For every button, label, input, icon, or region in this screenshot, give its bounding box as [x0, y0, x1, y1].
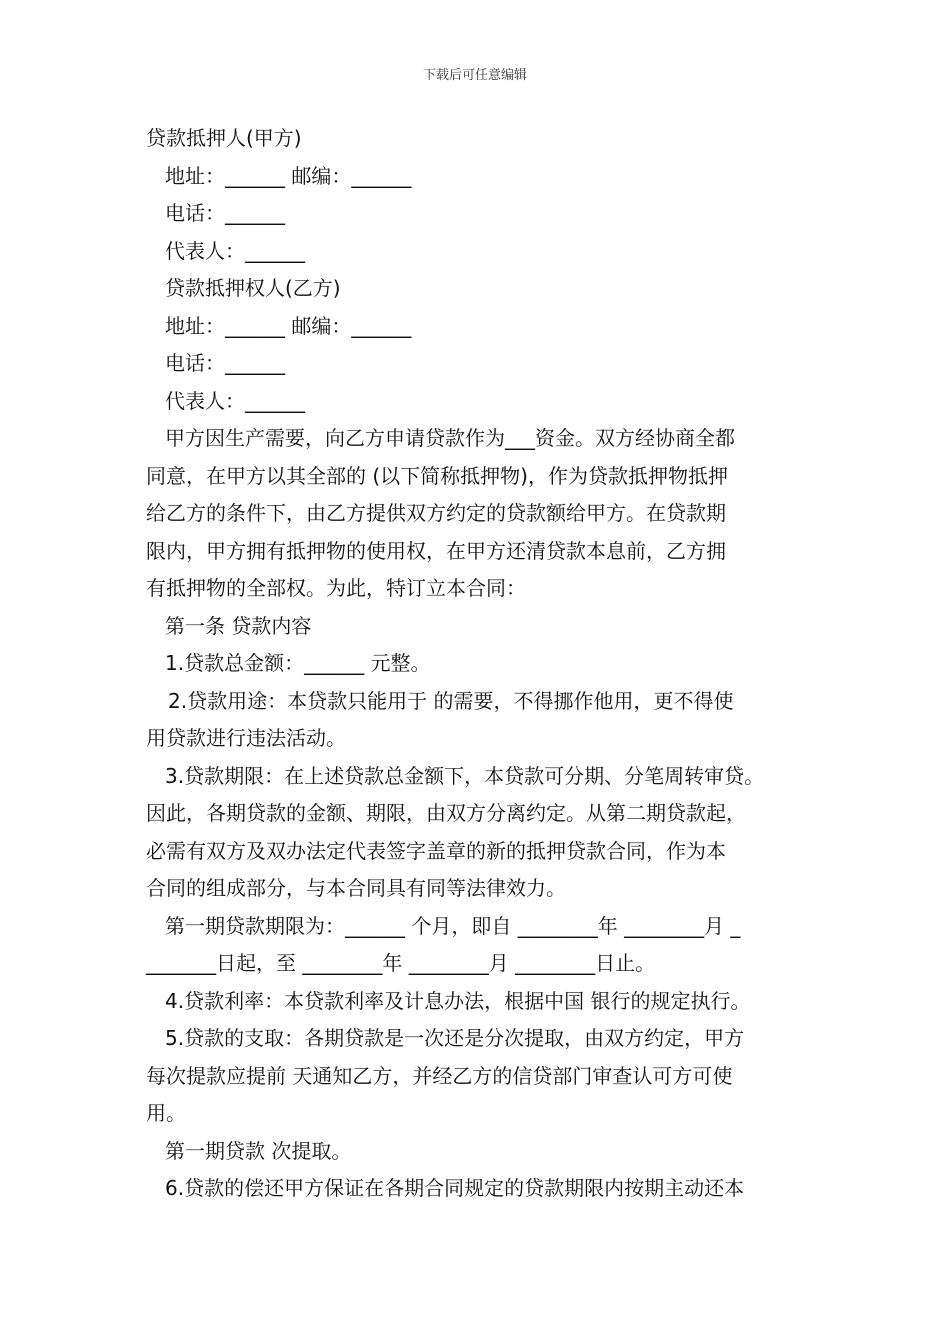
mortgagee-title: 贷款抵押权人(乙方) [165, 276, 341, 300]
page-header: 下载后可任意编辑 [422, 68, 527, 83]
first-draw-line: 第一期贷款 次提取。 [165, 1138, 352, 1163]
clause-2-line-1: 2.贷款用途：本贷款只能用于 的需要，不得挪作他用，更不得使 [168, 688, 734, 713]
intro-line-5: 有抵押物的全部权。为此，特订立本合同： [146, 576, 526, 600]
article-1-title: 第一条 贷款内容 [165, 613, 312, 638]
clause-3-line-2: 因此，各期贷款的金额、期限，由双方分离约定。从第二期贷款起， [146, 801, 746, 825]
mortgagor-title: 贷款抵押人(甲方) [146, 126, 302, 150]
intro-line-4: 限内，甲方拥有抵押物的使用权，在甲方还清贷款本息前，乙方拥 [146, 538, 726, 563]
mortgagee-address-line: 地址：______ 邮编：______ [165, 313, 412, 338]
mortgagor-representative-line: 代表人：______ [165, 238, 305, 263]
first-term-line-1: 第一期贷款期限为：______ 个月，即自 ________年 ________月 _ [165, 913, 741, 938]
mortgagor-address-line: 地址：______ 邮编：______ [165, 163, 412, 188]
clause-6-repayment: 6.贷款的偿还甲方保证在各期合同规定的贷款期限内按期主动还本 [165, 1176, 745, 1200]
clause-3-line-3: 必需有双方及双办法定代表签字盖章的新的抵押贷款合同，作为本 [146, 838, 726, 863]
clause-1-loan-amount: 1.贷款总金额：______ 元整。 [165, 651, 431, 675]
mortgagee-representative-line: 代表人：______ [165, 388, 305, 413]
clause-5-line-2: 每次提款应提前 天通知乙方，并经乙方的信贷部门审查认可方可使 [146, 1063, 733, 1088]
clause-3-line-1: 3.贷款期限：在上述贷款总金额下，本贷款可分期、分笔周转审贷。 [165, 763, 765, 788]
mortgagee-phone-line: 电话：______ [165, 351, 285, 375]
intro-line-1: 甲方因生产需要，向乙方申请贷款作为___资金。双方经协商全都 [165, 426, 735, 450]
intro-line-2: 同意，在甲方以其全部的 (以下简称抵押物)，作为贷款抵押物抵押 [146, 463, 728, 488]
clause-5-line-1: 5.贷款的支取：各期贷款是一次还是分次提取，由双方约定，甲方 [165, 1026, 745, 1050]
first-term-line-2: _______日起，至 ________年 ________月 ________日止。 [146, 951, 656, 975]
clause-3-line-4: 合同的组成部分，与本合同具有同等法律效力。 [146, 876, 566, 900]
clause-2-line-2: 用贷款进行违法活动。 [146, 726, 346, 750]
mortgagor-phone-line: 电话：______ [165, 201, 285, 225]
intro-line-3: 给乙方的条件下，由乙方提供双方约定的贷款额给甲方。在贷款期 [146, 501, 726, 525]
clause-5-line-3: 用。 [146, 1101, 186, 1125]
document-body [146, 120, 816, 1208]
clause-4-interest-rate: 4.贷款利率：本贷款利率及计息办法，根据中国 银行的规定执行。 [165, 988, 751, 1013]
